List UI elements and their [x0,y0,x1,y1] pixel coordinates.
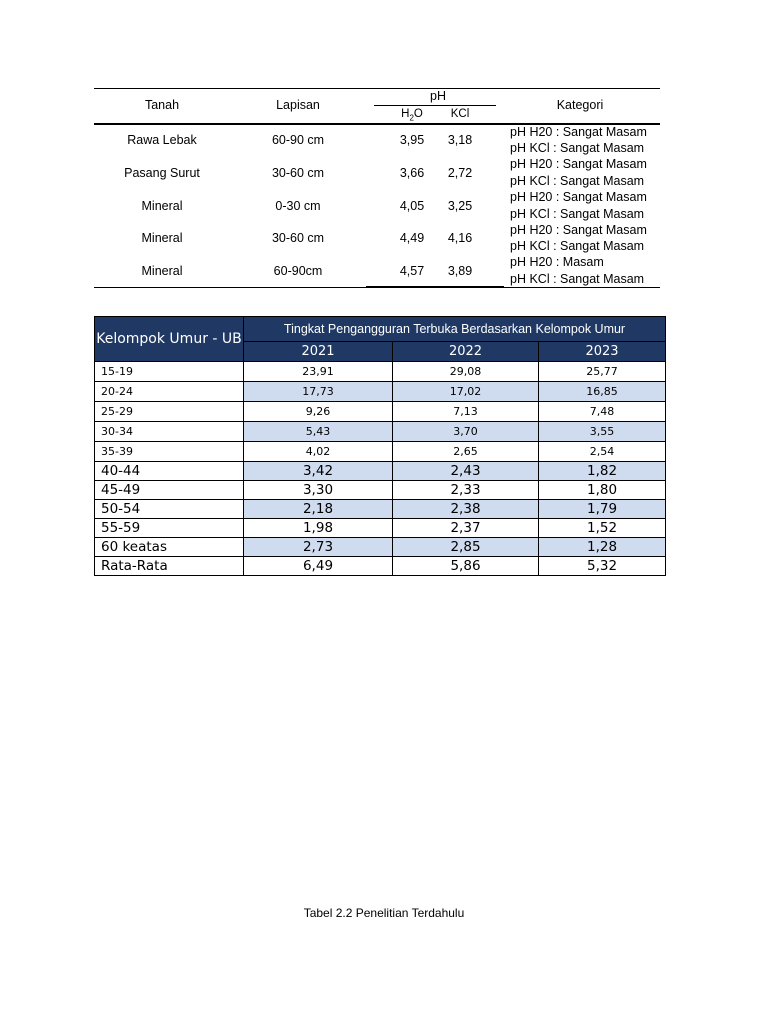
cell-h2o: 4,57 [399,264,425,278]
table-header-row [95,317,666,342]
cell-tanah: Mineral [141,231,183,245]
header-title: Tingkat Pengangguran Terbuka Berdasarkan Kelompok Umur [244,317,666,342]
cell-group: 35-39 [95,442,244,462]
cell-value: 16,85 [539,382,666,402]
cell-value: 3,70 [393,422,539,442]
header-kcl: KCl [450,108,470,120]
header-kategori: Kategori [556,98,604,112]
cell-h2o: 4,49 [399,231,425,245]
cell-value: 5,32 [539,557,666,576]
cell-tanah: Rawa Lebak [127,133,197,147]
cell-value: 7,13 [393,402,539,422]
cell-lapisan: 60-90cm [273,264,323,278]
unemployment-table [94,316,666,576]
cell-lapisan: 30-60 cm [271,231,325,245]
cell-group: 60 keatas [95,538,244,557]
table-top-rule [94,88,660,89]
ph-bottom-rule-bold [366,286,504,288]
cell-kategori-kcl: pH KCl : Sangat Masam [510,174,645,188]
table-row [95,382,666,402]
cell-kategori-kcl: pH KCl : Sangat Masam [510,207,645,221]
header-year: 2022 [393,342,539,362]
cell-value: 2,73 [244,538,393,557]
table-row [95,402,666,422]
ph-subheader-rule [374,105,496,106]
cell-value: 1,79 [539,500,666,519]
cell-tanah: Mineral [141,264,183,278]
cell-value: 2,38 [393,500,539,519]
table-caption: Tabel 2.2 Penelitian Terdahulu [303,906,465,920]
cell-kcl: 3,89 [447,264,473,278]
cell-value: 5,43 [244,422,393,442]
cell-kategori-h2o: pH H20 : Sangat Masam [510,223,647,237]
cell-value: 3,42 [244,462,393,481]
h2o-o: O [413,108,423,120]
cell-value: 2,65 [393,442,539,462]
cell-value: 3,55 [539,422,666,442]
table-row [95,462,666,481]
cell-kategori-h2o: pH H20 : Sangat Masam [510,190,647,204]
cell-tanah: Pasang Surut [124,166,200,180]
cell-kcl: 3,25 [447,199,473,213]
cell-kategori-h2o: pH H20 : Masam [510,255,604,269]
cell-kcl: 2,72 [447,166,473,180]
cell-value: 6,49 [244,557,393,576]
cell-value: 1,28 [539,538,666,557]
table-row-average [95,557,666,576]
cell-value: 1,52 [539,519,666,538]
cell-value: 4,02 [244,442,393,462]
table-row [95,422,666,442]
table-row [95,500,666,519]
cell-group: 50-54 [95,500,244,519]
cell-value: 1,80 [539,481,666,500]
cell-value: 2,85 [393,538,539,557]
cell-value: 1,82 [539,462,666,481]
cell-value: 2,54 [539,442,666,462]
table-row [95,362,666,382]
cell-lapisan: 0-30 cm [275,199,321,213]
cell-group: 15-19 [95,362,244,382]
h2o-subscript: 2 [409,113,414,123]
cell-kategori-kcl: pH KCl : Sangat Masam [510,239,645,253]
cell-h2o: 3,66 [399,166,425,180]
cell-value: 29,08 [393,362,539,382]
cell-h2o: 4,05 [399,199,425,213]
header-year: 2023 [539,342,666,362]
cell-group: 20-24 [95,382,244,402]
header-lapisan: Lapisan [276,98,320,112]
cell-value: 1,98 [244,519,393,538]
header-kelompok-umur: Kelompok Umur - UB [95,317,244,362]
cell-value: 23,91 [244,362,393,382]
cell-value: 17,73 [244,382,393,402]
table-row [95,442,666,462]
table-row [95,481,666,500]
cell-kcl: 3,18 [447,133,473,147]
header-ph: pH [430,89,446,103]
table-row [95,538,666,557]
cell-group: 55-59 [95,519,244,538]
cell-value: 2,43 [393,462,539,481]
header-h2o [390,108,434,122]
cell-value: 2,18 [244,500,393,519]
cell-h2o: 3,95 [399,133,425,147]
cell-lapisan: 60-90 cm [271,133,325,147]
cell-value: 5,86 [393,557,539,576]
cell-kategori-h2o: pH H20 : Sangat Masam [510,125,647,139]
table-row [95,519,666,538]
cell-value: 7,48 [539,402,666,422]
cell-value: 17,02 [393,382,539,402]
header-tanah: Tanah [144,98,180,112]
cell-group: 25-29 [95,402,244,422]
cell-group: Rata-Rata [95,557,244,576]
cell-value: 25,77 [539,362,666,382]
cell-kategori-kcl: pH KCl : Sangat Masam [510,272,645,286]
cell-group: 30-34 [95,422,244,442]
soil-ph-table [94,88,660,288]
h2o-h: H [401,108,410,120]
cell-tanah: Mineral [141,199,183,213]
cell-value: 2,37 [393,519,539,538]
cell-value: 3,30 [244,481,393,500]
cell-kategori-kcl: pH KCl : Sangat Masam [510,141,645,155]
cell-group: 45-49 [95,481,244,500]
header-year: 2021 [244,342,393,362]
cell-kategori-h2o: pH H20 : Sangat Masam [510,157,647,171]
cell-group: 40-44 [95,462,244,481]
cell-value: 9,26 [244,402,393,422]
cell-lapisan: 30-60 cm [271,166,325,180]
cell-kcl: 4,16 [447,231,473,245]
cell-value: 2,33 [393,481,539,500]
